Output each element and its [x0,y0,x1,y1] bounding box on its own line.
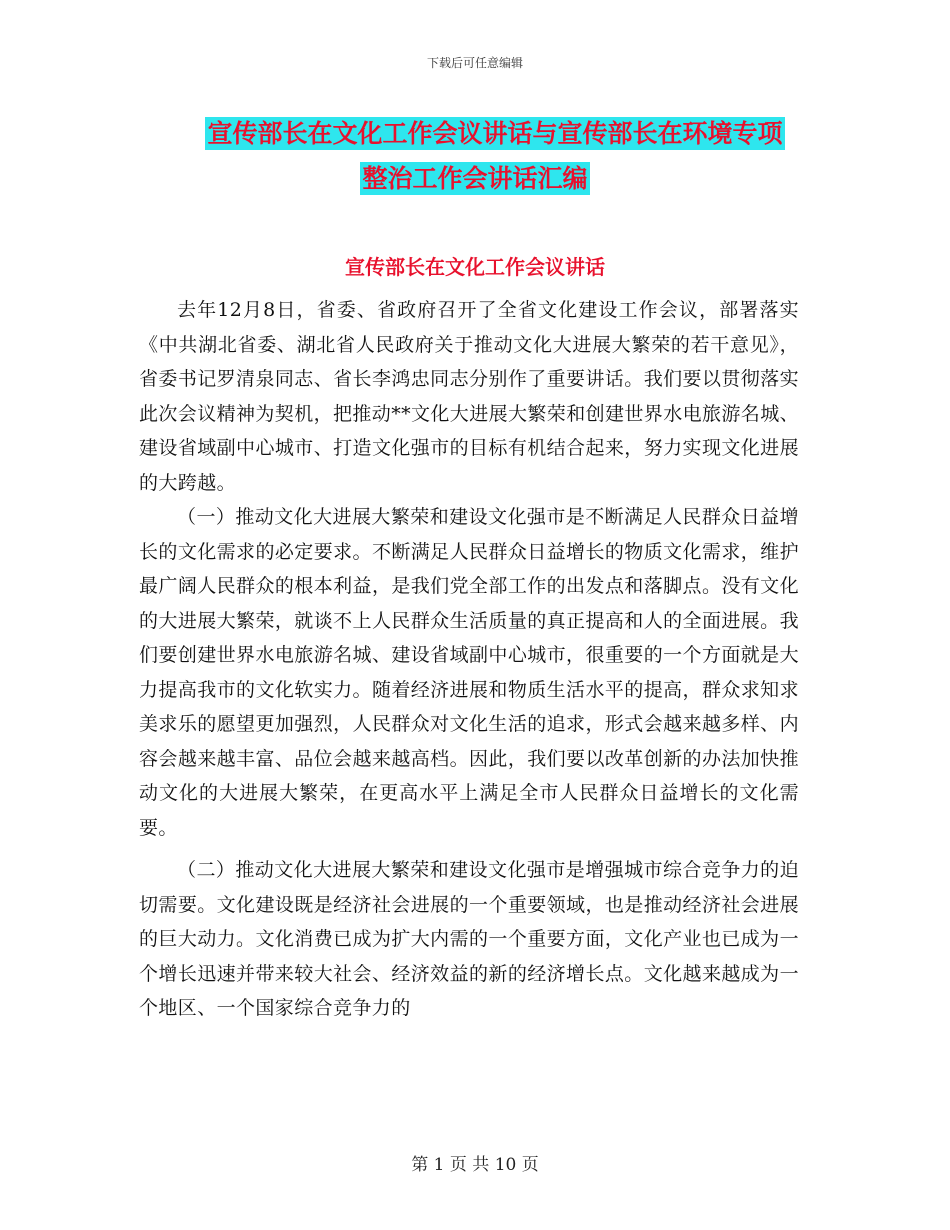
body-paragraph: （一）推动文化大进展大繁荣和建设文化强市是不断满足人民群众日益增长的文化需求的必定要求。不断满足人民群众日益增长的物质文化需求，维护最广阔人民群众的根本利益，是我们党全部工作的出发点和落脚点。没有文化的大进展大繁荣，就谈不上人民群众生活质量的真正提高和人的全面进展。我们要创建世界水电旅游名城、建设省域副中心城市，很重要的一个方面就是大力提高我市的文化软实力。随着经济进展和物质生活水平的提高，群众求知求美求乐的愿望更加强烈，人民群众对文化生活的追求，形式会越来越多样、内容会越来越丰富、品位会越来越高档。因此，我们要以改革创新的办法加快推动文化的大进展大繁荣，在更高水平上满足全市人民群众日益增长的文化需要。 [139,506,799,839]
document-title-text-2: 整治工作会讲话汇编 [362,164,588,193]
document-body [139,293,799,1026]
body-paragraph: 去年12月8日，省委、省政府召开了全省文化建设工作会议，部署落实《中共湖北省委、湖北省人民政府关于推动文化大进展大繁荣的若干意见》，省委书记罗清泉同志、省长李鸿忠同志分别作了重要讲话。我们要以贯彻落实此次会议精神为契机，把推动**文化大进展大繁荣和创建世界水电旅游名城、建设省域副中心城市、打造文化强市的目标有机结合起来，努力实现文化进展的大跨越。 [139,299,800,494]
document-title-line-2 [0,159,950,195]
page-number-footer: 第 1 页 共 10 页 [411,1155,539,1175]
document-title-text-1: 宣传部长在文化工作会议讲话与宣传部长在环境专项 [207,119,783,148]
document-title-line-1 [0,114,950,150]
header-note: 下载后可任意编辑 [426,56,523,70]
body-paragraph: （二）推动文化大进展大繁荣和建设文化强市是增强城市综合竞争力的迫切需要。文化建设既是经济社会进展的一个重要领域，也是推动经济社会进展的巨大动力。文化消费已成为扩大内需的一个重要方面，文化产业也已成为一个增长迅速并带来较大社会、经济效益的新的经济增长点。文化越来越成为一个地区、一个国家综合竞争力的 [139,859,799,1019]
section-title: 宣传部长在文化工作会议讲话 [345,255,605,279]
